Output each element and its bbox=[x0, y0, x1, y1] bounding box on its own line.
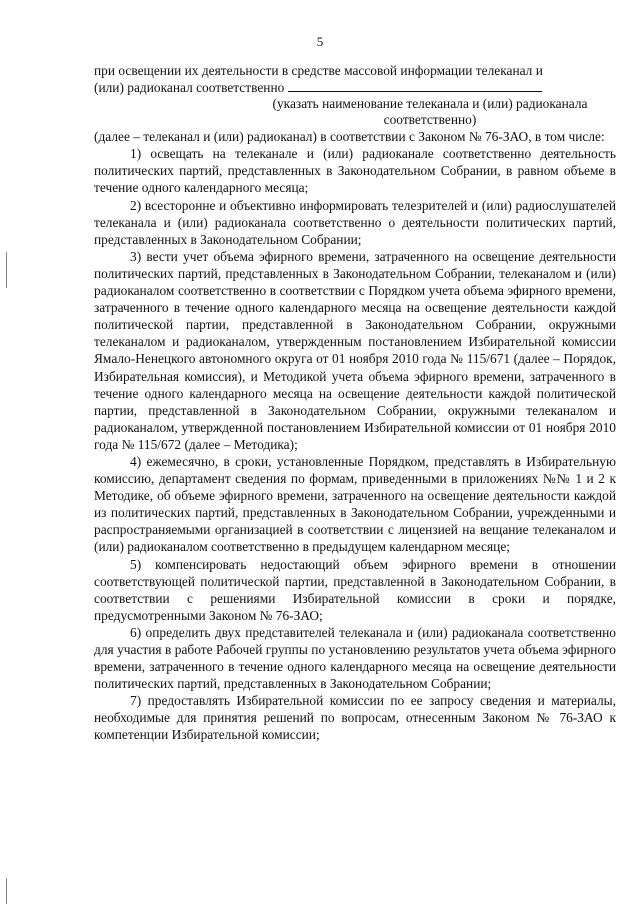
fill-in-blank bbox=[288, 80, 542, 92]
list-item: 4) ежемесячно, в сроки, установленные Порядком, представлять в Избирательную комиссию, департамент сведения по формам, приведенными в приложениях №№ 1 и 2 к Методике, об объеме эфирного времени, затраченного на освещение деятельности каждой из политических партий, представленных в Законодательном Собрании, учрежденными и распространяемыми организацией в соответствии с лицензией на вещание телеканалом и (или) радиоканалом соответственно в предыдущем календарном месяце; bbox=[94, 453, 616, 555]
page-number: 5 bbox=[316, 34, 324, 49]
list-item: 2) всесторонне и объективно информировать телезрителей и (или) радиослушателей телеканала и (или) радиоканала соответственно о деятельности политических партий, представленных в Законодательном Собрании; bbox=[94, 197, 616, 247]
intro-line: (или) радиоканал соответственно bbox=[94, 80, 285, 96]
list-item: 1) освещать на телеканале и (или) радиоканале соответственно деятельность политических партий, представленных в Законодательном Собрании, в равном объеме в течение одного календарного месяца; bbox=[94, 146, 616, 196]
fill-in-hint: (указать наименование телеканала и (или) радиоканала соответственно) bbox=[272, 96, 588, 128]
list-item: 6) определить двух представителей телеканала и (или) радиоканала соответственно для участия в работе Рабочей группы по установлению результатов учета объема эфирного времени, затраченного в течение одного календарного месяца на освещение деятельности политических партий, представленных в Законодательном Собрании; bbox=[94, 624, 616, 692]
list-item: 3) вести учет объема эфирного времени, затраченного на освещение деятельности политических партий, представленных в Законодательном Собрании, телеканалом и (или) радиоканалом соответственно в соответствии с Порядком учета объема эфирного времени, затраченного в течение одного календарного месяца на освещение деятельности каждой политической партии, представленной в Законодательном Собрании, окружными телеканалом и радиоканалом, утвержденным постановлением Избирательной комиссии Ямало-Ненецкого автономного округа от 01 ноября 2010 года № 115/671 (далее – Порядок, Избирательная комиссия), и Методикой учета объема эфирного времени, затраченного в течение одного календарного месяца на освещение деятельности каждой политической партии, представленной в Законодательном Собрании, окружными телеканалом и радиоканалом, утвержденной постановлением Избирательной комиссии от 01 ноября 2010 года № 115/672 (далее – Методика); bbox=[94, 248, 616, 452]
intro-line: при освещении их деятельности в средстве массовой информации телеканал и bbox=[94, 63, 543, 78]
list-item: 7) предоставлять Избирательной комиссии по ее запросу сведения и материалы, необходимые для принятия решений по вопросам, отнесенным Законом № 76-ЗАО к компетенции Избирательной комиссии; bbox=[94, 693, 616, 743]
scan-margin-mark bbox=[6, 252, 7, 288]
scan-margin-mark bbox=[6, 878, 7, 904]
document-body bbox=[94, 62, 616, 744]
list-item: 5) компенсировать недостающий объем эфирного времени в отношении соответствующей политической партии, представленной в Законодательном Собрании, в соответствии с решениями Избирательной комиссии в сроки и порядке, предусмотренными Законом № 76-ЗАО; bbox=[94, 556, 616, 623]
intro-paragraph: (далее – телеканал и (или) радиоканал) в соответствии с Законом № 76-ЗАО, в том числе: bbox=[94, 129, 605, 145]
